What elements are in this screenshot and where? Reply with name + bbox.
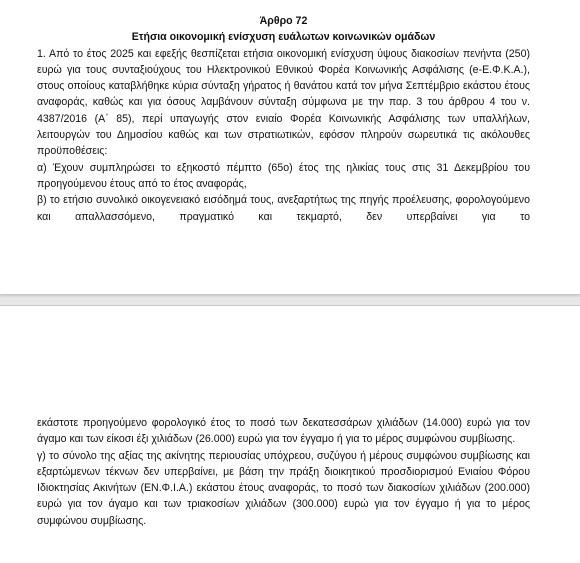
- article-number: Άρθρο 72: [259, 15, 308, 27]
- paragraph-c: γ) το σύνολο της αξίας της ακίνητης περιουσίας υπόχρεου, συζύγου ή μέρους συμφώνου συμβίωσης και εξαρτώμενων τέκνων δεν υπερβαίνει, με βάση την πράξη διοικητικού προσδιορισμού Ενιαίου Φόρου Ιδιοκτησίας Ακινήτων (ΕΝ.Φ.Ι.Α.) εκάστου έτους αναφοράς, το ποσό των διακοσίων χιλιάδων (200.000) ευρώ για τον άγαμο και των τριακοσίων χιλιάδων (300.000) ευρώ για τον έγγαμο ή για το μέρος συμφώνου συμβίωσης.: [37, 449, 530, 527]
- paragraph-b-continued: εκάστοτε προηγούμενο φορολογικό έτος το ποσό των δεκατεσσάρων χιλιάδων (14.000) ευρώ για τον άγαμο και των είκοσι έξι χιλιάδων (26.000) ευρώ για τον έγγαμο ή για το μέρος συμφώνου συμβίωσης.: [37, 417, 530, 446]
- page-2-content: [37, 415, 530, 529]
- paragraph-a: α) Έχουν συμπληρώσει το εξηκοστό πέμπτο (65ο) έτος της ηλικίας τους στις 31 Δεκεμβρίου του προηγούμενου έτους από το έτος αναφοράς,: [37, 161, 530, 190]
- document-page-2: [0, 305, 580, 563]
- paragraph-1: 1. Από το έτος 2025 και εφεξής θεσπίζεται ετήσια οικονομική ενίσχυση ύψους διακοσίων πενήντα (250) ευρώ για τους συνταξιούχους του Ηλεκτρονικού Εθνικού Φορέα Κοινωνικής Ασφάλισης (e-Ε.Φ.Κ.Α.), στους οποίους καταβλήθηκε κύρια σύνταξη γήρατος ή θανάτου κατά τον μήνα Σεπτέμβριο εκάστου έτους αναφοράς, καθώς και για όσους λαμβάνουν σύνταξη σύμφωνα με την παρ. 3 του άρθρου 4 του ν. 4387/2016 (Α΄ 85), περί υπαγωγής στον ενιαίο Φορέα Κοινωνικής Ασφάλισης των υπαλλήλων, λειτουργών του Δημοσίου καθώς και των στρατιωτικών, εφόσον πληρούν σωρευτικά τις ακόλουθες προϋποθέσεις:: [37, 47, 530, 158]
- page-1-content: [37, 13, 530, 225]
- article-title: Ετήσια οικονομική ενίσχυση ευάλωτων κοινωνικών ομάδων: [131, 31, 436, 44]
- paragraph-b-start: β) το ετήσιο συνολικό οικογενειακό εισόδημά τους, ανεξαρτήτως της πηγής προέλευσης, φορολογούμενο και απαλλασσόμενο, πραγματικό και τεκμαρτό, δεν υπερβαίνει για το: [37, 194, 530, 223]
